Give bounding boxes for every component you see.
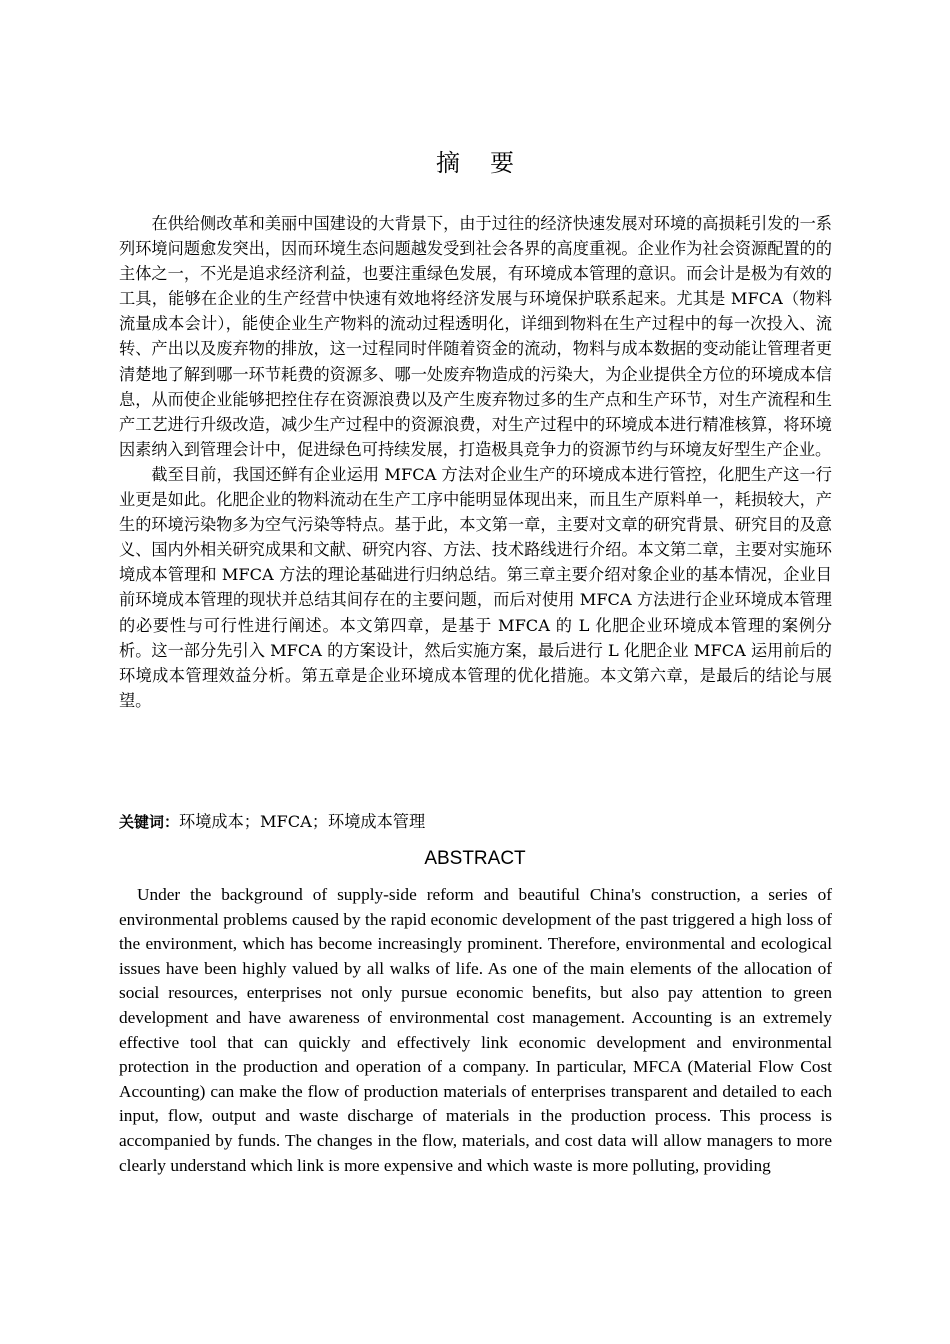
keywords-value: 环境成本；MFCA；环境成本管理	[179, 812, 426, 831]
abstract-body-en	[119, 883, 832, 1178]
abstract-title-en: ABSTRACT	[424, 848, 526, 869]
abstract-paragraph: 截至目前，我国还鲜有企业运用 MFCA 方法对企业生产的环境成本进行管控，化肥生产这一行业更是如此。化肥企业的物料流动在生产工序中能明显体现出来，而且生产原料单一，耗损较大，产生的环境污染物多为空气污染等特点。基于此，本文第一章，主要对文章的研究背景、研究目的及意义、国内外相关研究成果和文献、研究内容、方法、技术路线进行介绍。本文第二章，主要对实施环境成本管理和 MFCA 方法的理论基础进行归纳总结。第三章主要介绍对象企业的基本情况，企业目前环境成本管理的现状并总结其间存在的主要问题，而后对使用 MFCA 方法进行企业环境成本管理的必要性与可行性进行阐述。本文第四章，是基于 MFCA 的 L 化肥企业环境成本管理的案例分析。这一部分先引入 MFCA 的方案设计，然后实施方案，最后进行 L 化肥企业 MFCA 运用前后的环境成本管理效益分析。第五章是企业环境成本管理的优化措施。本文第六章，是最后的结论与展望。	[119, 464, 832, 710]
abstract-title-cn: 摘要	[436, 149, 544, 177]
abstract-paragraph-en: Under the background of supply-side reform and beautiful China's construction, a series of environmental problems caused by the rapid economic development of the past triggered a high loss of the environment, which has become increasingly prominent. Therefore, environmental and ecological issues have been highly valued by all walks of life. As one of the main elements of the allocation of social resources, enterprises not only pursue economic benefits, but also pay attention to green development and have awareness of environmental cost management. Accounting is an extremely effective tool that can quickly and effectively link economic development and environmental protection in the production and operation of a company. In particular, MFCA (Material Flow Cost Accounting) can make the flow of production materials of enterprises transparent and detailed to each input, flow, output and waste discharge of materials in the production process. This process is accompanied by funds. The changes in the flow, materials, and cost data will allow managers to more clearly understand which link is more expensive and which waste is more polluting, providing	[119, 885, 832, 1175]
keywords-label: 关键词：	[119, 813, 180, 831]
keywords-line	[119, 810, 832, 834]
abstract-paragraph: 在供给侧改革和美丽中国建设的大背景下，由于过往的经济快速发展对环境的高损耗引发的一系列环境问题愈发突出，因而环境生态问题越发受到社会各界的高度重视。企业作为社会资源配置的的主体之一，不光是追求经济利益，也要注重绿色发展，有环境成本管理的意识。而会计是极为有效的工具，能够在企业的生产经营中快速有效地将经济发展与环境保护联系起来。尤其是 MFCA（物料流量成本会计），能使企业生产物料的流动过程透明化，详细到物料在生产过程中的每一次投入、流转、产出以及废弃物的排放，这一过程同时伴随着资金的流动，物料与成本数据的变动能让管理者更清楚地了解到哪一环节耗费的资源多、哪一处废弃物造成的污染大，为企业提供全方位的环境成本信息，从而使企业能够把控住存在资源浪费以及产生废弃物过多的生产点和生产环节，对生产流程和生产工艺进行升级改造，减少生产过程中的资源浪费，对生产过程中的环境成本进行精准核算，将环境因素纳入到管理会计中，促进绿色可持续发展，打造极具竞争力的资源节约与环境友好型生产企业。	[119, 214, 832, 459]
abstract-body-cn	[119, 211, 832, 713]
